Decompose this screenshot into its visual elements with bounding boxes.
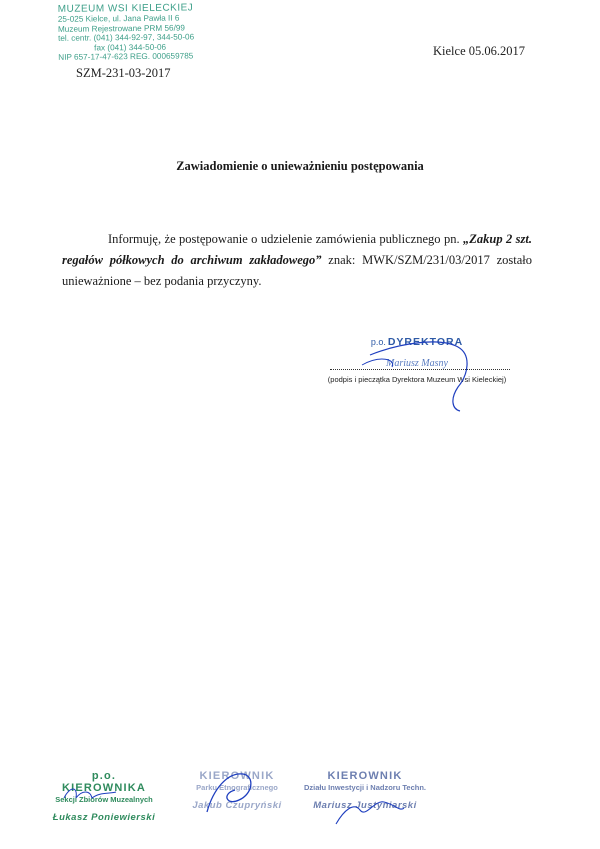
stamp-subtitle: Parku Etnograficznego [196, 783, 278, 792]
collections-head-stamp [48, 770, 160, 823]
body-text-part2: znak: MWK/SZM/231/03/2017 zostało unieważnione – bez podania przyczyny. [62, 253, 532, 288]
museum-letterhead-stamp [58, 2, 219, 63]
place-date: Kielce 05.06.2017 [433, 44, 525, 58]
stamp-name: Jakub Czupryński [192, 800, 282, 811]
stamp-name: Łukasz Poniewierski [52, 812, 156, 823]
stamp-name: Mariusz Justyniarski [313, 800, 417, 811]
director-stamp-title [322, 336, 512, 348]
investments-head-stamp [300, 770, 430, 811]
stamp-title: KIEROWNIK [199, 770, 275, 782]
stamp-subtitle: Sekcji Zbiorów Muzealnych [55, 795, 153, 804]
stamp-title: KIEROWNIK [327, 770, 403, 782]
director-title: DYREKTORA [387, 336, 464, 348]
body-text-part1: Informuję, że postępowanie o udzielenie zamówienia publicznego pn. [108, 232, 463, 246]
director-prefix: p.o. [370, 337, 386, 347]
ethno-park-head-stamp [182, 770, 292, 811]
stamp-line: 25-025 Kielce, ul. Jana Pawła II 6 [57, 13, 180, 24]
signature-dotted-line [330, 369, 510, 370]
reference-number: SZM-231-03-2017 [76, 66, 171, 80]
stamp-line: Muzeum Rejestrowane PRM 56/99 [57, 23, 185, 34]
director-name: Mariusz Masny [386, 358, 448, 369]
tender-name: „Zakup 2 szt. regałów półkowych do archiwum zakładowego” [62, 232, 532, 267]
stamp-line: tel. centr. (041) 344-92-97, 344-50-06 [58, 32, 195, 44]
director-signature-block [322, 336, 512, 384]
stamp-line: NIP 657-17-47-623 REG. 000659785 [58, 51, 194, 63]
signature-caption: (podpis i pieczątka Dyrektora Muzeum Wsi Kieleckiej) [327, 375, 507, 384]
stamp-subtitle: Działu Inwestycji i Nadzoru Techn. [304, 783, 426, 792]
stamp-line: fax (041) 344-50-06 [94, 42, 167, 53]
document-title: Zawiadomienie o unieważnieniu postępowania [176, 159, 424, 173]
stamp-line: MUZEUM WSI KIELECKIEJ [57, 2, 194, 15]
stamp-title: p.o. KIEROWNIKA [61, 770, 147, 794]
body-paragraph [62, 229, 532, 292]
